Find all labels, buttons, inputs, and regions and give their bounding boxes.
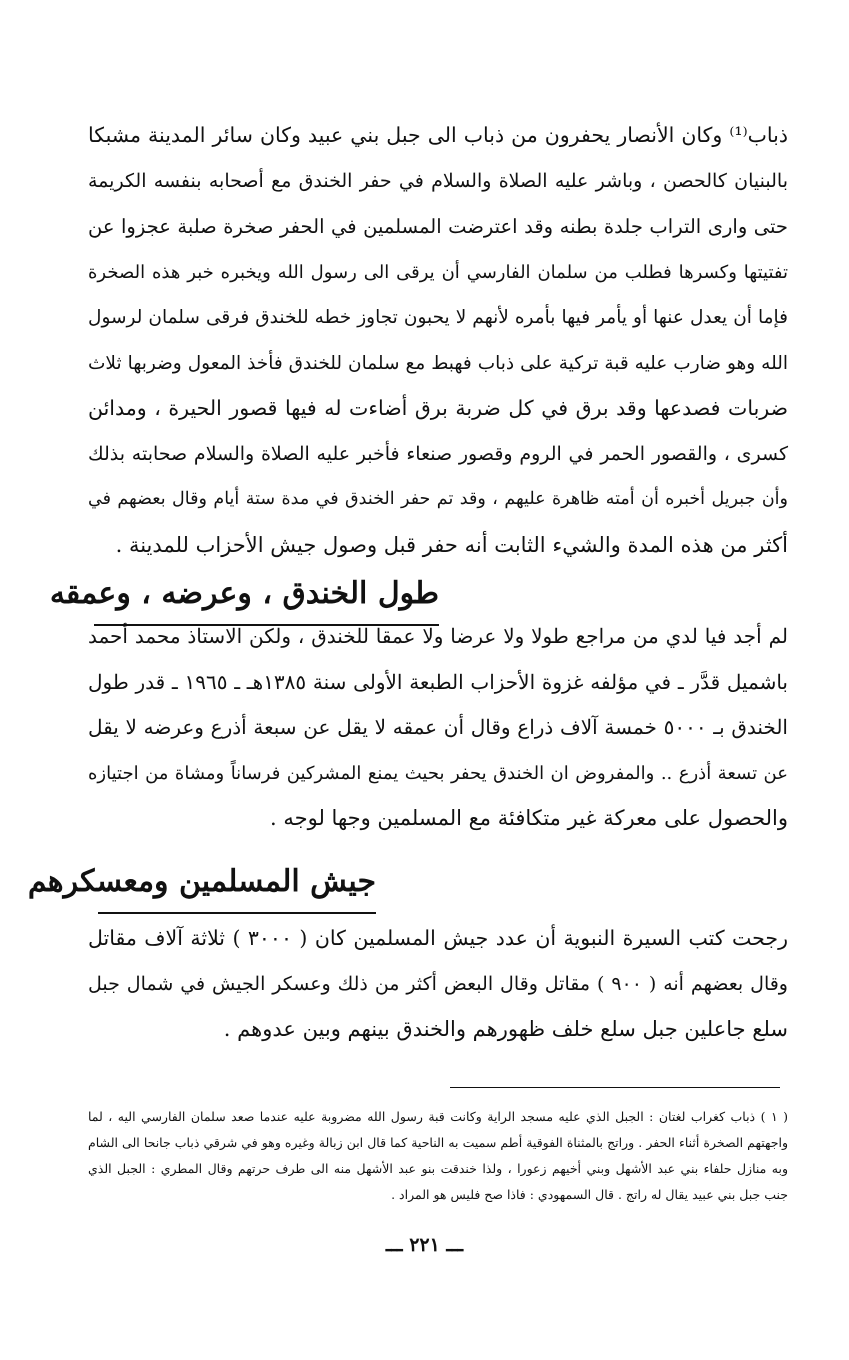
heading-text: جيش المسلمين ومعسكرهم (27, 864, 376, 899)
paragraph-3 (88, 916, 788, 1053)
footnote-separator (450, 1087, 780, 1088)
text-line: والحصول على معركة غير متكافئة مع المسلمين وجها لوجه . (270, 806, 788, 830)
paragraph-1 (88, 113, 788, 568)
section-heading-2 (27, 860, 376, 920)
text-line: سلع جاعلين جبل سلع خلف ظهورهم والخندق بينهم وبين عدوهم . (223, 1017, 788, 1041)
text-line: بالبنيان كالحصن ، وباشر عليه الصلاة والسلام في حفر الخندق مع أصحابه بنفسه الكريمة (88, 169, 788, 192)
text-line: عن تسعة أذرع .. والمفروض ان الخندق يحفر بحيث يمنع المشركين فرساناً ومشاة من اجتيازه (88, 762, 789, 784)
text-line: أكثر من هذه المدة والشيء الثابت أنه حفر قبل وصول جيش الأحزاب للمدينة . (115, 532, 788, 557)
page-number: ـــ ٢٢١ ـــ (385, 1234, 464, 1256)
text-line: الله وهو ضارب عليه قبة تركية على ذباب فهبط مع سلمان للخندق فأخذ المعول وضربها ثلاث (88, 352, 788, 374)
text-line: باشميل قدَّر ـ في مؤلفه غزوة الأحزاب الطبعة الأولى سنة ١٣٨٥هـ ـ ١٩٦٥ ـ قدر طول (88, 669, 789, 694)
text-line: وأن جبريل أخبره أن أمته ظاهرة عليهم ، وقد تم حفر الخندق في مدة ستة أيام وقال بعضهم في (88, 489, 788, 509)
text-line: كسرى ، والقصور الحمر في الروم وقصور صنعاء فأخبر عليه الصلاة والسلام صحابته بذلك (88, 442, 788, 465)
text-line: ذباب⁽¹⁾ وكان الأنصار يحفرون من ذباب الى جبل بني عبيد وكان سائر المدينة مشبكا (88, 123, 788, 147)
heading-underline (98, 912, 376, 914)
text-line: فإما أن يعدل عنها أو يأمر فيها بأمره لأنهم لا يحبون تجاوز خطه للخندق فرقى سلمان لرسول (88, 307, 788, 328)
footnote (88, 1104, 788, 1208)
footnote-line: ( ١ ) ذباب كغراب لغتان : الجبل الذي عليه مسجد الراية وكانت قبة رسول الله مضروبة عليه عندما صعد سلمان الفارسي اليه ، لما (88, 1109, 788, 1124)
text-line: حتى وارى التراب جلدة بطنه وقد اعترضت المسلمين في الحفر صخرة صلبة عجزوا عن (88, 215, 788, 238)
text-line: الخندق بـ ٥٠٠٠ خمسة آلاف ذراع وقال أن عمقه لا يقل عن سبعة أذرع وعرضه لا يقل (88, 715, 788, 739)
heading-text: طول الخندق ، وعرضه ، وعمقه (49, 576, 439, 611)
paragraph-2 (88, 614, 788, 842)
footnote-line: جنب جبل بني عبيد يقال له راتج . قال السمهودي : فاذا صح فليس هو المراد . (391, 1187, 788, 1202)
text-line: وقال بعضهم أنه ( ٩٠٠ ) مقاتل وقال البعض أكثر من ذلك وعسكر الجيش في شمال جبل (88, 972, 788, 995)
text-line: ضربات فصدعها وقد برق في كل ضربة برق أضاءت له فيها قصور الحيرة ، ومدائن (88, 396, 788, 420)
footnote-line: وبه منازل حلفاء بني عبد الأشهل وبني أخيهم زعورا ، ولذا خندقت بنو عبد الأشهل منه الى طرف حرتهم وقال المطري : الجبل الذي (88, 1161, 788, 1176)
text-line: لم أجد فيا لدي من مراجع طولا ولا عرضا ولا عمقا للخندق ، ولكن الاستاذ محمد أحمد (88, 624, 788, 648)
footnote-line: واجهتهم الصخرة أثناء الحفر . وراتج بالمثناة الفوقية أطم سميت به الناحية كما قال ابن زبالة وغيره وهو في شرقي ذباب جانحا الى الشام (88, 1135, 788, 1150)
text-line: تفتيتها وكسرها فطلب من سلمان الفارسي أن يرقى الى رسول الله ويخبره خبر هذه الصخرة (88, 261, 788, 283)
text-line: رجحت كتب السيرة النبوية أن عدد جيش المسلمين كان ( ٣٠٠٠ ) ثلاثة آلاف مقاتل (88, 926, 788, 950)
